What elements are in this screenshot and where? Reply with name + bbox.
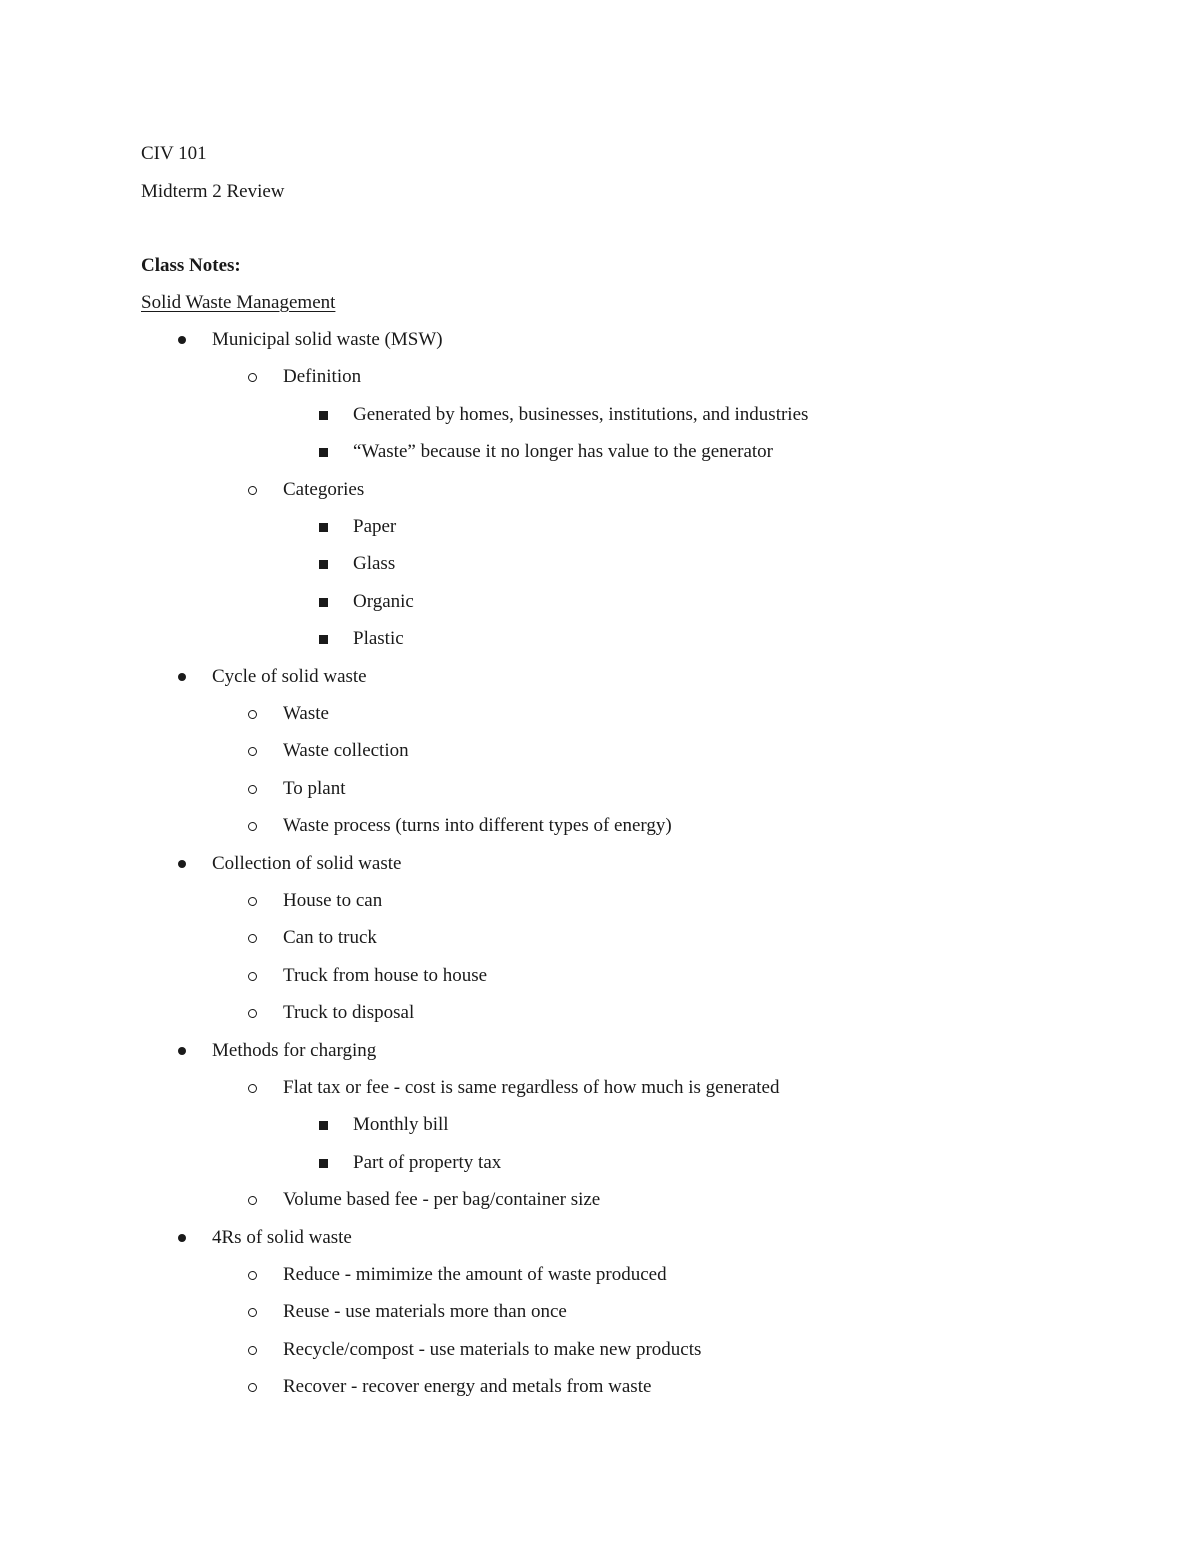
bullet-circle-icon <box>248 373 257 382</box>
bullet-circle-icon <box>248 1084 257 1093</box>
document-subtitle: Midterm 2 Review <box>141 181 285 202</box>
outline-item-level-1: Collection of solid waste <box>212 853 402 874</box>
outline-item-level-3: Generated by homes, businesses, institutions, and industries <box>353 404 809 425</box>
bullet-square-icon <box>319 635 328 644</box>
outline-item-level-2: Volume based fee - per bag/container size <box>283 1189 601 1210</box>
outline-item-level-2: Definition <box>283 366 362 387</box>
outline-item-level-2: Categories <box>283 479 365 500</box>
outline-item-level-3: Monthly bill <box>353 1114 449 1135</box>
bullet-disc-icon <box>178 1234 186 1242</box>
outline-item-level-2: Recycle/compost - use materials to make new products <box>283 1339 702 1360</box>
bullet-circle-icon <box>248 1196 257 1205</box>
outline-item-level-2: To plant <box>283 778 346 799</box>
course-title: CIV 101 <box>141 143 207 164</box>
bullet-circle-icon <box>248 1271 257 1280</box>
outline-item-level-3: Paper <box>353 516 397 537</box>
outline-item-level-2: Reduce - mimimize the amount of waste produced <box>283 1264 667 1285</box>
bullet-square-icon <box>319 448 328 457</box>
outline-item-level-2: Reuse - use materials more than once <box>283 1301 567 1322</box>
bullet-square-icon <box>319 411 328 420</box>
bullet-circle-icon <box>248 934 257 943</box>
bullet-square-icon <box>319 523 328 532</box>
outline-item-level-2: Waste <box>283 703 329 724</box>
outline-item-level-2: Waste process (turns into different types of energy) <box>283 815 672 836</box>
bullet-disc-icon <box>178 673 186 681</box>
bullet-circle-icon <box>248 1383 257 1392</box>
outline-item-level-3: “Waste” because it no longer has value to the generator <box>353 441 773 462</box>
bullet-circle-icon <box>248 972 257 981</box>
bullet-circle-icon <box>248 1009 257 1018</box>
outline-item-level-1: Municipal solid waste (MSW) <box>212 329 443 350</box>
outline-item-level-2: Waste collection <box>283 740 409 761</box>
outline-item-level-2: Can to truck <box>283 927 377 948</box>
section-heading: Class Notes: <box>141 255 241 276</box>
bullet-circle-icon <box>248 710 257 719</box>
outline-item-level-2: Truck to disposal <box>283 1002 415 1023</box>
bullet-square-icon <box>319 1121 328 1130</box>
bullet-circle-icon <box>248 1346 257 1355</box>
bullet-circle-icon <box>248 486 257 495</box>
bullet-circle-icon <box>248 1308 257 1317</box>
topic-heading: Solid Waste Management <box>141 292 336 313</box>
outline-item-level-3: Part of property tax <box>353 1152 502 1173</box>
bullet-circle-icon <box>248 897 257 906</box>
bullet-circle-icon <box>248 785 257 794</box>
outline-item-level-3: Organic <box>353 591 414 612</box>
bullet-disc-icon <box>178 1047 186 1055</box>
bullet-disc-icon <box>178 336 186 344</box>
outline-item-level-3: Plastic <box>353 628 404 649</box>
outline-item-level-3: Glass <box>353 553 396 574</box>
bullet-disc-icon <box>178 860 186 868</box>
outline-item-level-2: House to can <box>283 890 383 911</box>
bullet-square-icon <box>319 560 328 569</box>
outline-item-level-1: Cycle of solid waste <box>212 666 367 687</box>
outline-item-level-2: Recover - recover energy and metals from waste <box>283 1376 652 1397</box>
outline-item-level-2: Truck from house to house <box>283 965 488 986</box>
bullet-square-icon <box>319 1159 328 1168</box>
bullet-circle-icon <box>248 822 257 831</box>
outline-item-level-2: Flat tax or fee - cost is same regardless of how much is generated <box>283 1077 780 1098</box>
outline-item-level-1: 4Rs of solid waste <box>212 1227 352 1248</box>
bullet-square-icon <box>319 598 328 607</box>
bullet-circle-icon <box>248 747 257 756</box>
outline-item-level-1: Methods for charging <box>212 1040 377 1061</box>
